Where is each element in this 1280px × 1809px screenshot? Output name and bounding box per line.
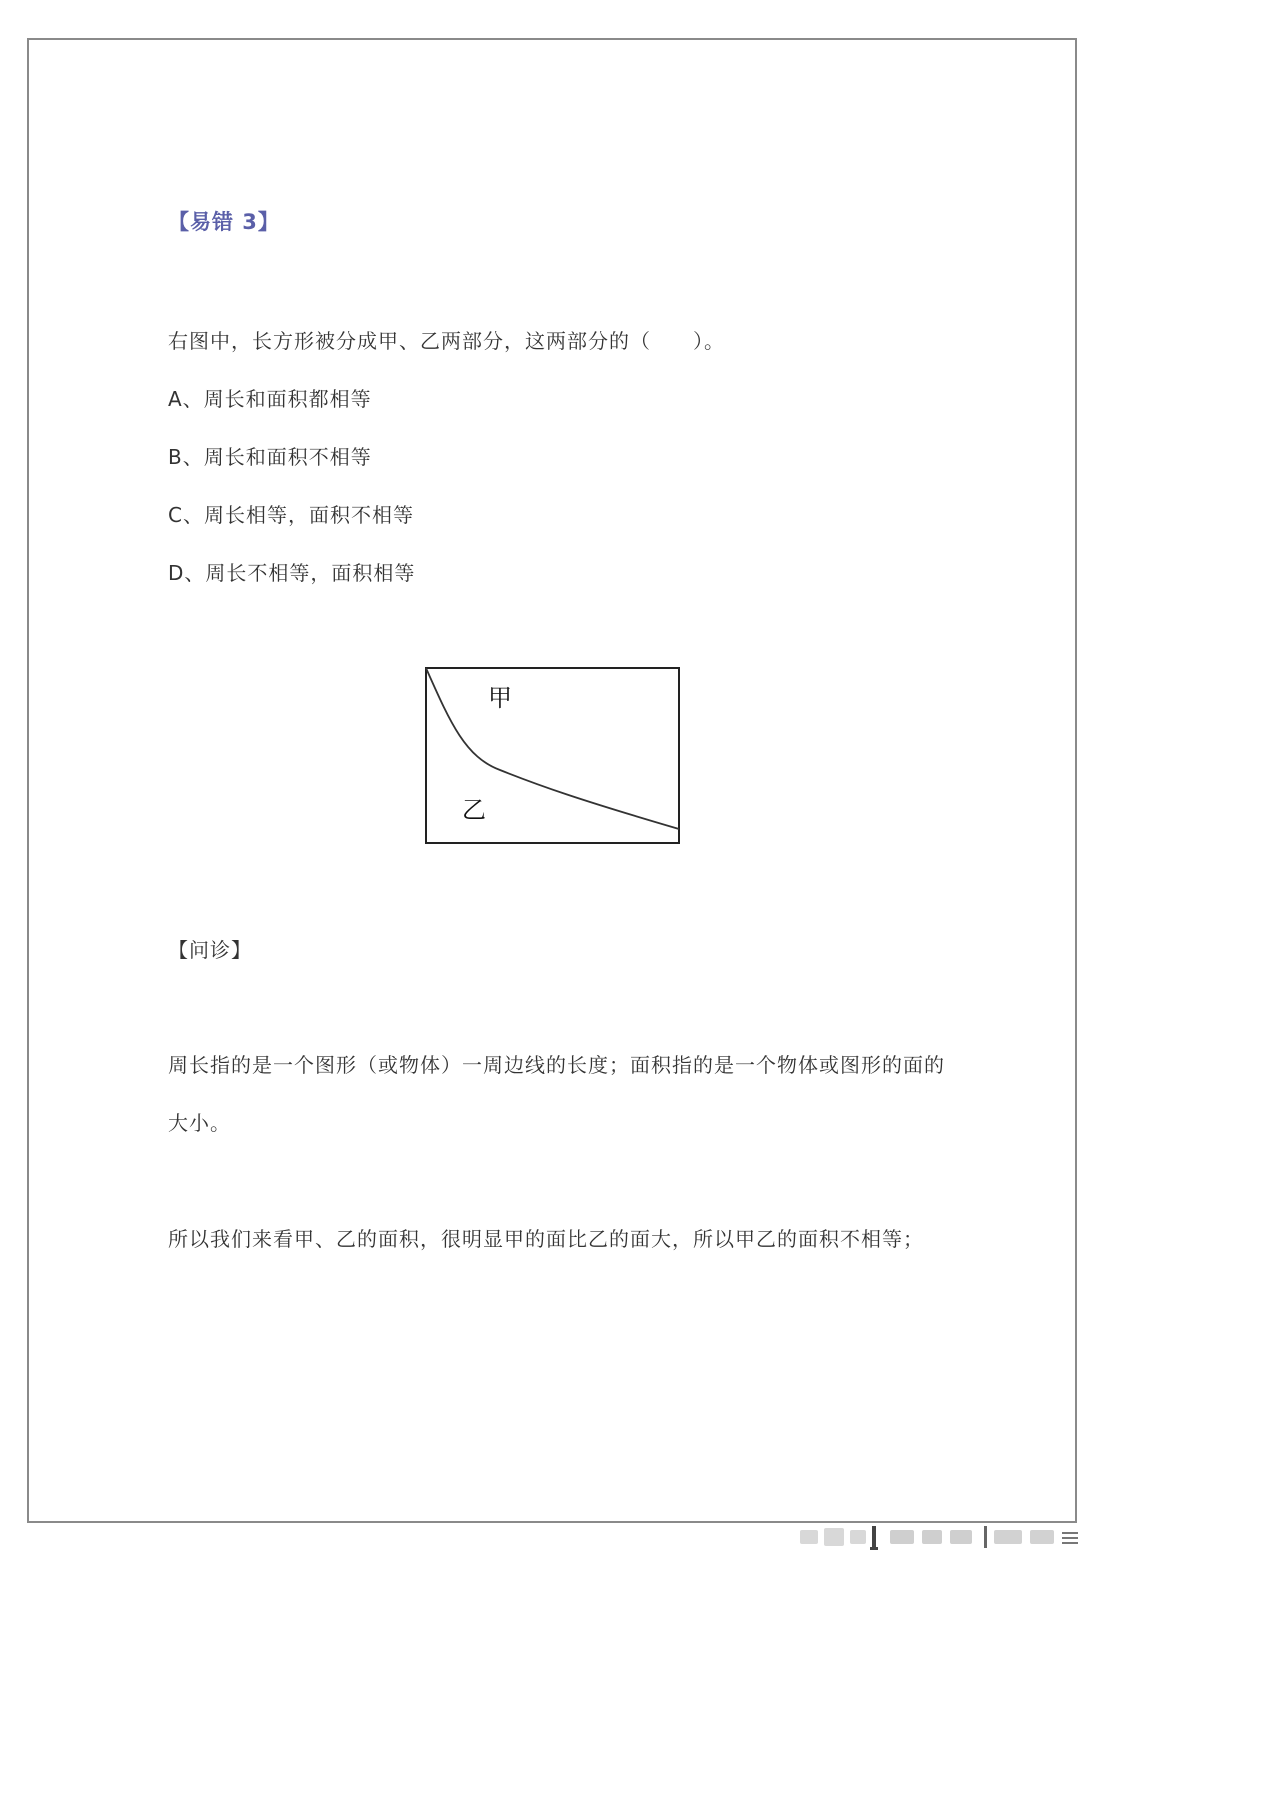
figure-label-jia: 甲	[488, 684, 512, 712]
section-heading: 【易错 3】	[168, 210, 280, 234]
watermark-icon	[800, 1522, 1090, 1552]
diagnosis-title: 【问诊】	[168, 938, 252, 962]
figure-label-yi: 乙	[462, 796, 486, 824]
option-a: A、周长和面积都相等	[168, 387, 372, 411]
option-d: D、周长不相等，面积相等	[168, 561, 416, 585]
diagnosis-paragraph-1: 周长指的是一个图形（或物体）一周边线的长度；面积指的是一个物体或图形的面的大小。	[168, 1053, 945, 1135]
option-b: B、周长和面积不相等	[168, 445, 372, 469]
question-text: 右图中，长方形被分成甲、乙两部分，这两部分的（ ）。	[168, 329, 725, 353]
rectangle-figure	[420, 662, 686, 852]
diagnosis-paragraph-2: 所以我们来看甲、乙的面积，很明显甲的面比乙的面大，所以甲乙的面积不相等；	[168, 1227, 924, 1251]
option-c: C、周长相等，面积不相等	[168, 503, 414, 527]
